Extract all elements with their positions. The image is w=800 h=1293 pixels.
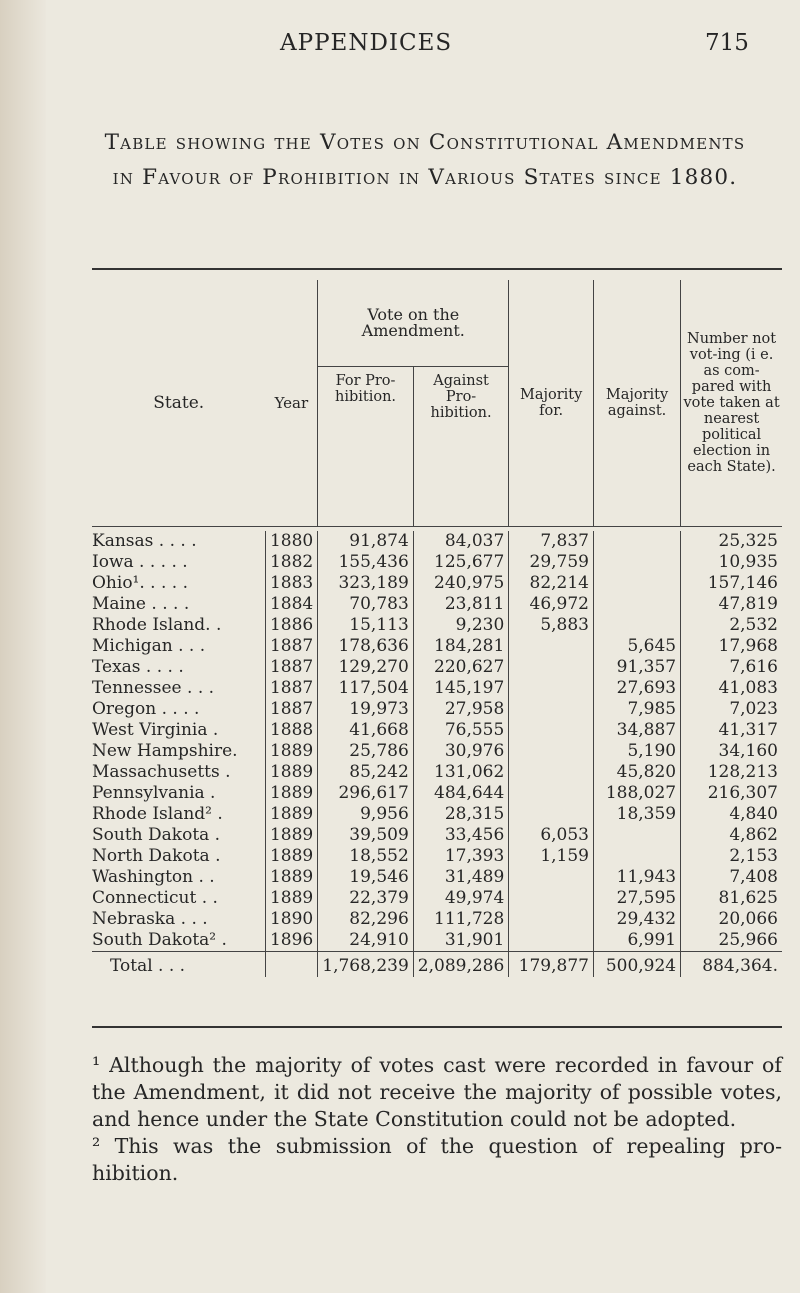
table-row: North Dakota . 1889 18,552 17,393 1,159 2,153 (92, 846, 782, 867)
header-state: State. (153, 392, 205, 413)
table-row: Tennessee . . . 1887 117,504 145,197 27,693 41,083 (92, 678, 782, 699)
table-row: Oregon . . . . 1887 19,973 27,958 7,985 7,023 (92, 699, 782, 720)
table-head (92, 280, 782, 531)
total-majority-against: 500,924 (593, 951, 680, 977)
table-row: Rhode Island. . 1886 15,113 9,230 5,883 2,532 (92, 615, 782, 636)
header-not-voting: Number not vot-ing (i e. as com-pared with vote taken at nearest political election in each State). (681, 280, 782, 526)
table-bottom-rule (92, 1026, 782, 1028)
table-row: Rhode Island² . 1889 9,956 28,315 18,359 4,840 (92, 804, 782, 825)
total-against: 2,089,286 (413, 951, 509, 977)
table-row: Massachusetts . 1889 85,242 131,062 45,820 128,213 (92, 762, 782, 783)
page-number: 715 (705, 30, 749, 56)
table-row: South Dakota . 1889 39,509 33,456 6,053 4,862 (92, 825, 782, 846)
table-top-rule (92, 268, 782, 270)
table-row: West Virginia . 1888 41,668 76,555 34,887 41,317 (92, 720, 782, 741)
total-label: Total . . . (92, 951, 265, 977)
footnote-1: ¹ Although the majority of votes cast were recorded in favour of the Amendment, it did not receive the majority of possible votes, and hence under the State Constitution could not be adopted. (92, 1053, 782, 1131)
table-row: Maine . . . . 1884 70,783 23,811 46,972 47,819 (92, 594, 782, 615)
table-row: Connecticut . . 1889 22,379 49,974 27,595 81,625 (92, 888, 782, 909)
table-row: Iowa . . . . . 1882 155,436 125,677 29,759 10,935 (92, 552, 782, 573)
running-head: APPENDICES (280, 30, 453, 56)
table-row: Ohio¹. . . . . 1883 323,189 240,975 82,214 157,146 (92, 573, 782, 594)
table-row: Kansas . . . . 1880 91,874 84,037 7,837 25,325 (92, 531, 782, 552)
table-title: Table showing the Votes on Constitutional Amendments in Favour of Prohibition in Various States since 1880. (104, 130, 746, 190)
header-against: Against Pro-hibition. (413, 366, 509, 526)
table-row: South Dakota² . 1896 24,910 31,901 6,991 25,966 (92, 930, 782, 952)
total-row (92, 951, 782, 977)
total-for: 1,768,239 (318, 951, 414, 977)
table-row: Michigan . . . 1887 178,636 184,281 5,645 17,968 (92, 636, 782, 657)
table-row: Pennsylvania . 1889 296,617 484,644 188,027 216,307 (92, 783, 782, 804)
total-majority-for: 179,877 (509, 951, 594, 977)
table-body (92, 531, 782, 977)
footnotes (92, 1052, 782, 1187)
header-vote-group: Vote on the Amendment. (318, 280, 509, 366)
total-not-voting: 884,364. (681, 951, 782, 977)
table-row: Washington . . 1889 19,546 31,489 11,943 7,408 (92, 867, 782, 888)
votes-table (92, 280, 782, 977)
page-edge (0, 0, 46, 1293)
header-for: For Pro-hibition. (318, 366, 414, 526)
table-row: Texas . . . . 1887 129,270 220,627 91,357 7,616 (92, 657, 782, 678)
table-row: Nebraska . . . 1890 82,296 111,728 29,432 20,066 (92, 909, 782, 930)
table-row: New Hampshire. 1889 25,786 30,976 5,190 34,160 (92, 741, 782, 762)
header-majority-for: Majority for. (509, 280, 594, 526)
header-year: Year (274, 393, 309, 412)
footnote-2: ² This was the submission of the question of repealing pro-hibition. (92, 1134, 782, 1185)
header-majority-against: Majority against. (593, 280, 680, 526)
